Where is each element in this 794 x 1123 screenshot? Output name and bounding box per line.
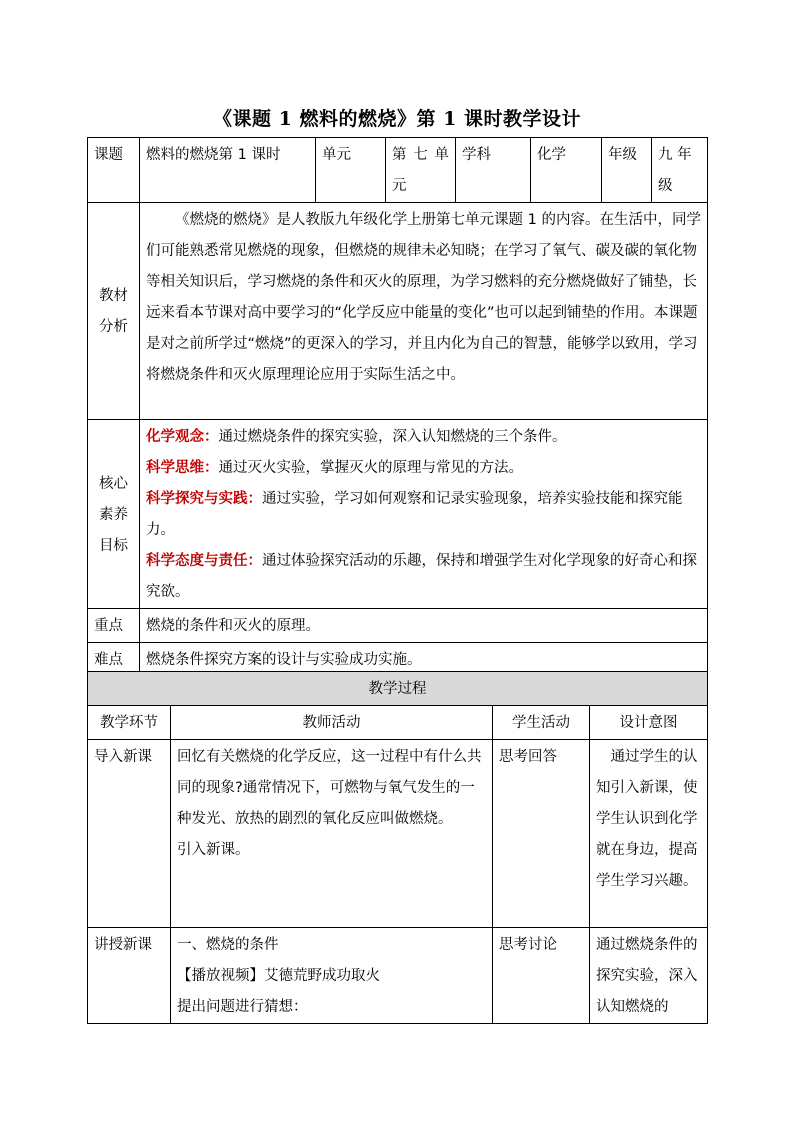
page-title: 《课题 1 燃料的燃烧》第 1 课时教学设计: [213, 108, 581, 130]
topic-value: 燃料的燃烧第 1 课时: [140, 138, 316, 203]
goal-item: [146, 546, 701, 608]
difficulty-text: 燃烧条件探究方案的设计与实验成功实施。: [140, 643, 708, 677]
teacher-paragraph: 引入新课。: [177, 842, 250, 858]
column-header-intent: 设计意图: [590, 706, 708, 740]
teacher-paragraph: 【播放视频】艾德荒野成功取火: [177, 968, 380, 984]
teacher-paragraph: 提出问题进行猜想：: [177, 999, 308, 1015]
table-row: [88, 740, 708, 928]
grade-value: 九 年 级: [652, 138, 708, 203]
goal-head: 化学观念：: [146, 429, 219, 445]
difficulty-label: 难点: [88, 643, 140, 677]
lesson-info-table: [87, 137, 708, 677]
goals-list: [140, 420, 708, 609]
column-header-teacher: 教师活动: [171, 706, 493, 740]
stage-cell: 导入新课: [88, 740, 171, 928]
goal-item: [146, 453, 701, 484]
goal-text: 通过燃烧条件的探究实验，深入认知燃烧的三个条件。: [218, 429, 567, 445]
intent-cell: 通过燃烧条件的探究实验，深入认知燃烧的: [590, 928, 708, 1024]
column-header-stage: 教学环节: [88, 706, 171, 740]
teacher-paragraph: 回忆有关燃烧的化学反应，这一过程中有什么共同的现象?通常情况下，可燃物与氧气发生的一种发光、放热的剧烈的氧化反应叫做燃烧。: [177, 749, 482, 827]
teaching-process-table: [87, 671, 708, 1024]
goal-text: 通过灭火实验，掌握灭火的原理与常见的方法。: [218, 460, 523, 476]
grade-label: 年级: [602, 138, 652, 203]
analysis-label: 教材分析: [88, 203, 140, 420]
subject-label: 学科: [456, 138, 531, 203]
student-cell: 思考回答: [493, 740, 590, 928]
teacher-cell: [171, 740, 493, 928]
process-header: 教学过程: [88, 672, 708, 706]
goal-text: 通过实验，学习如何观察和记录实验现象，培养实验技能和探究能力。: [146, 491, 683, 538]
subject-value: 化学: [531, 138, 602, 203]
teacher-paragraph: 一、燃烧的条件: [177, 937, 279, 953]
analysis-text: 《燃烧的燃烧》是人教版九年级化学上册第七单元课题 1 的内容。在生活中，同学们可能熟悉常见燃烧的现象，但燃烧的规律未必知晓；在学习了氧气、碳及碳的氧化物等相关知识后，学习燃烧的条件和灭火的原理，为学习燃料的充分燃烧做好了铺垫，长远来看本节课对高中要学习的“化学反应中能量的变化”也可以起到铺垫的作用。本课题是对之前所学过“燃烧”的更深入的学习，并且内化为自己的智慧，能够学以致用，学习将燃烧条件和灭火原理理论应用于实际生活之中。: [140, 203, 708, 420]
goal-head: 科学态度与责任：: [146, 553, 262, 569]
goal-head: 科学探究与实践：: [146, 491, 262, 507]
intent-cell: 通过学生的认知引入新课，使学生认识到化学就在身边，提高学生学习兴趣。: [590, 740, 708, 928]
topic-label: 课题: [88, 138, 140, 203]
goal-head: 科学思维：: [146, 460, 219, 476]
column-header-student: 学生活动: [493, 706, 590, 740]
goal-item: [146, 484, 701, 546]
goal-text: 通过体验探究活动的乐趣，保持和增强学生对化学现象的好奇心和探究欲。: [146, 553, 697, 600]
goals-label: 核心素养目标: [88, 420, 140, 609]
student-cell: 思考讨论: [493, 928, 590, 1024]
unit-value: 第 七 单 元: [386, 138, 456, 203]
unit-label: 单元: [316, 138, 386, 203]
key-point-text: 燃烧的条件和灭火的原理。: [140, 609, 708, 643]
key-point-label: 重点: [88, 609, 140, 643]
teacher-cell: [171, 928, 493, 1024]
table-row: [88, 928, 708, 1024]
goal-item: [146, 422, 701, 453]
stage-cell: 讲授新课: [88, 928, 171, 1024]
